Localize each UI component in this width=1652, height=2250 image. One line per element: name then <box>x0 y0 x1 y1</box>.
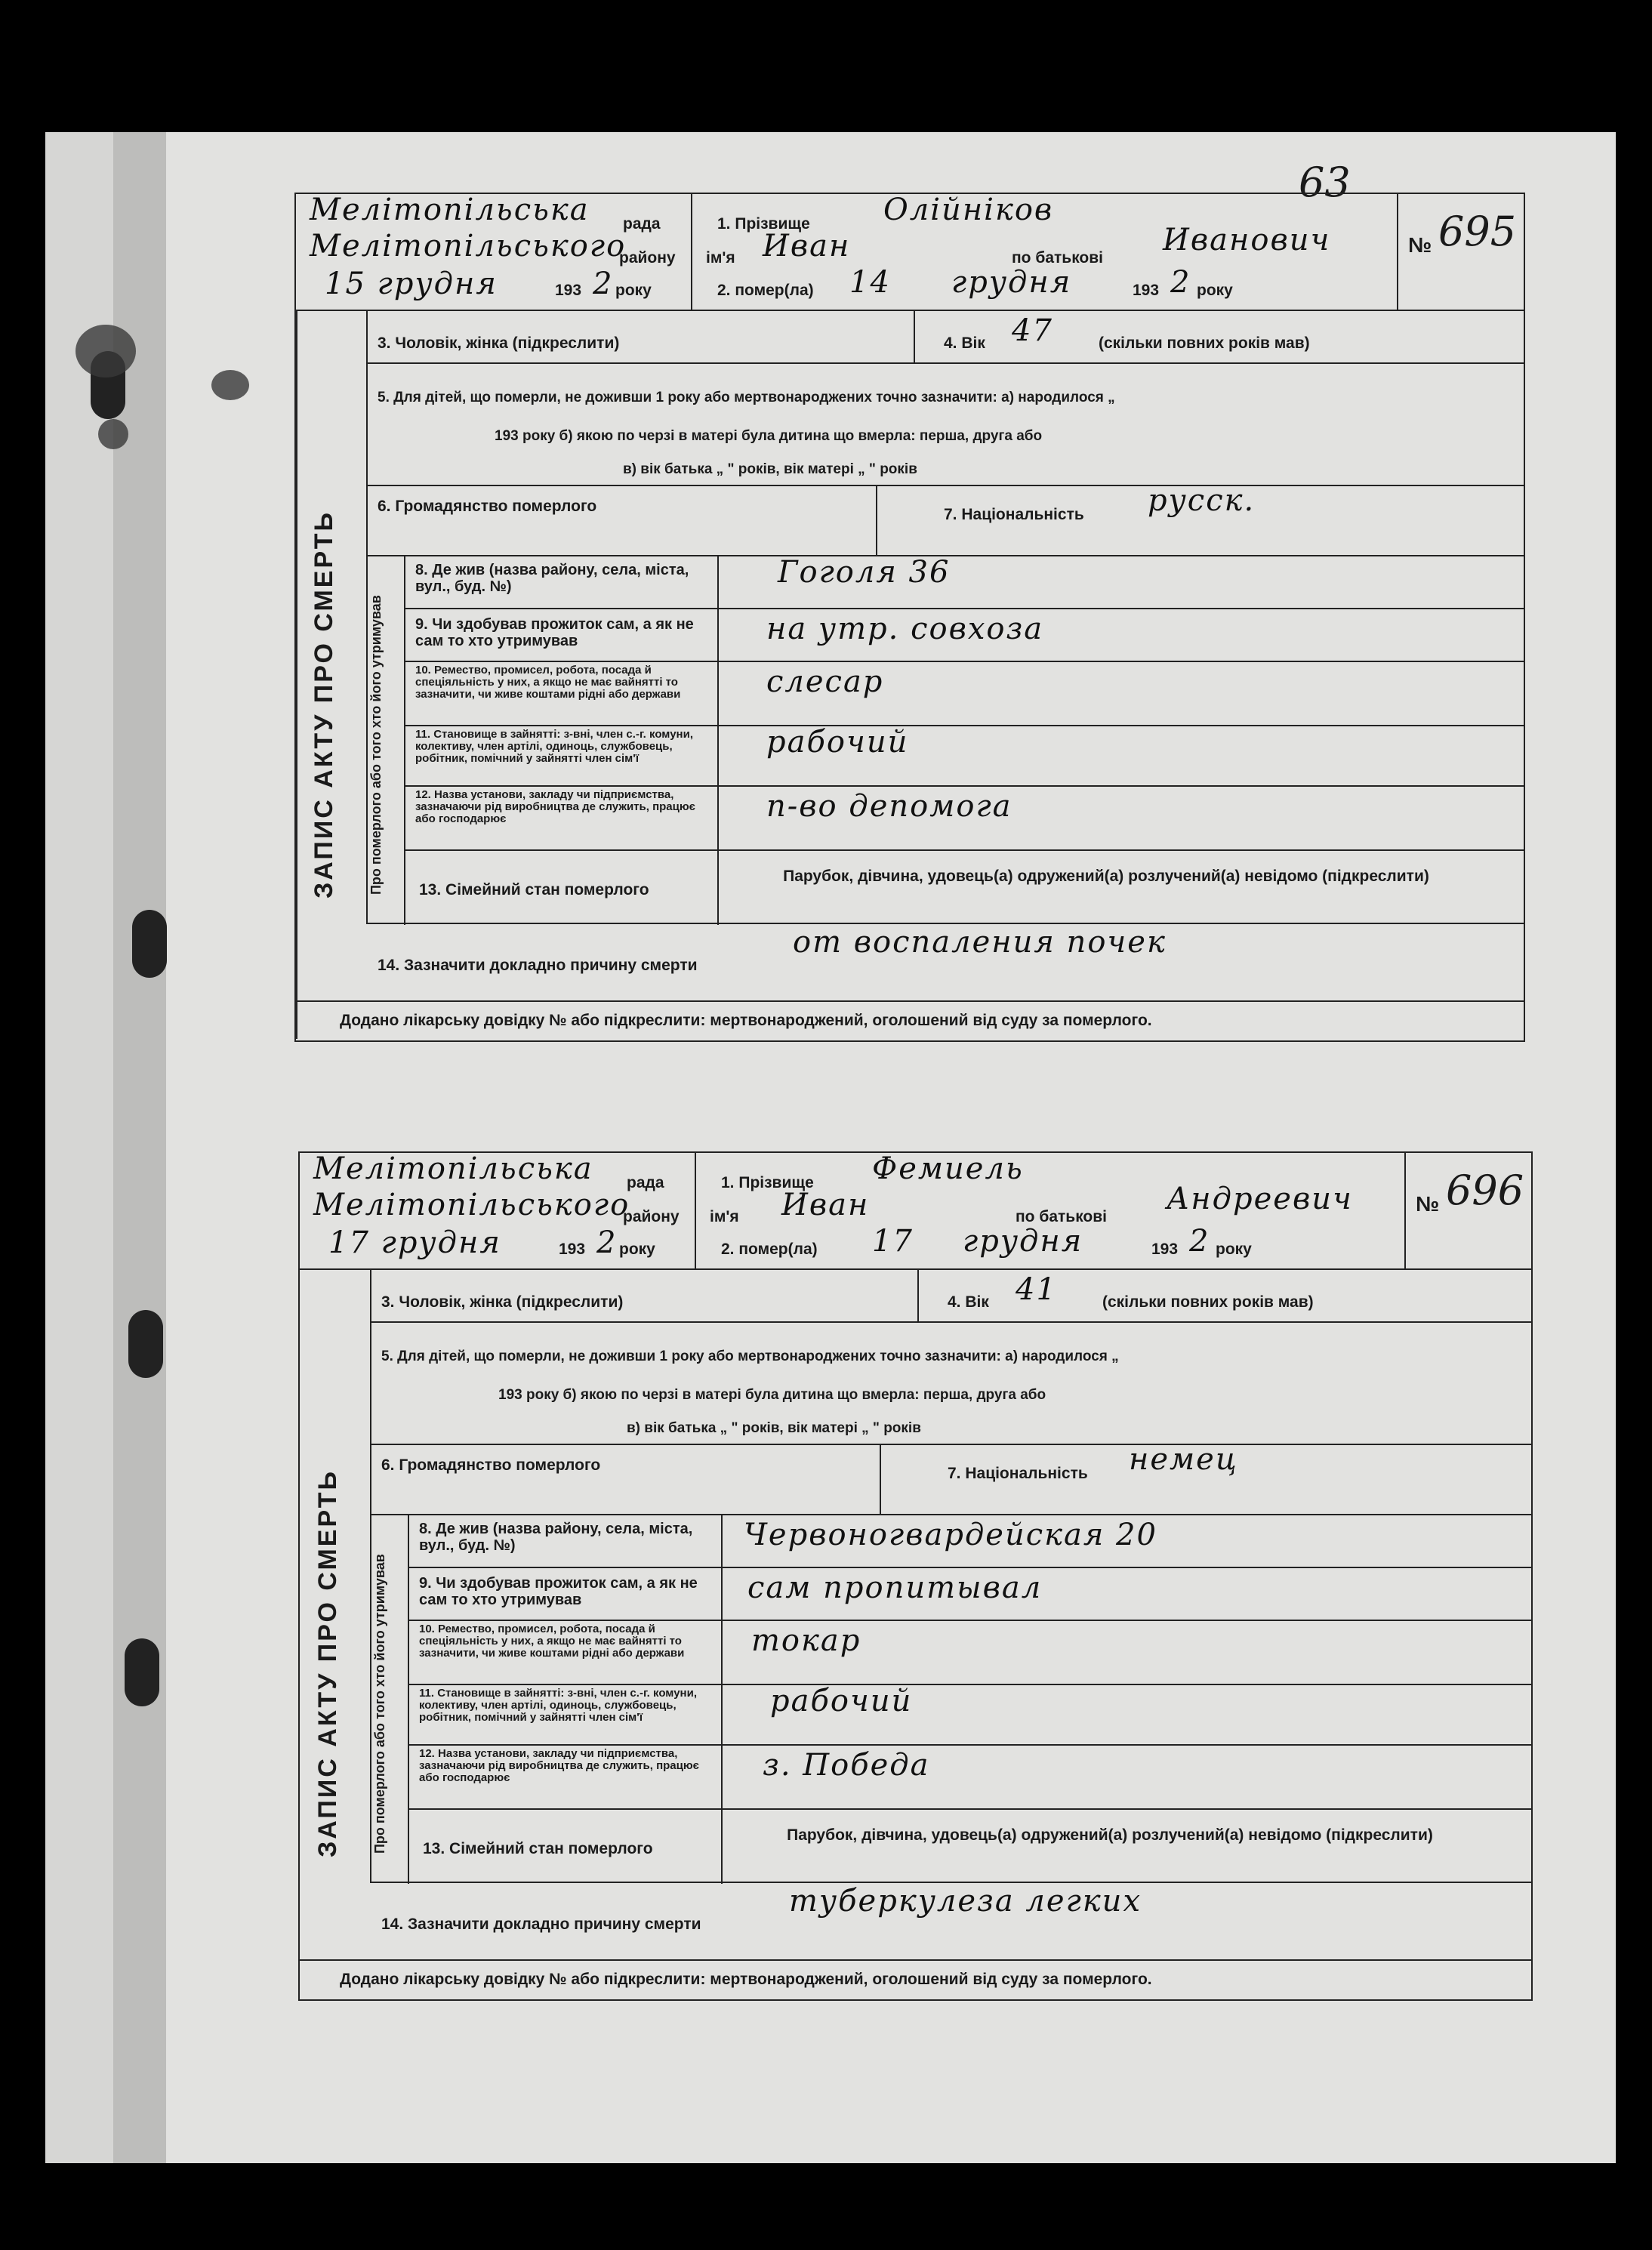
surname-value: Олійніков <box>883 193 1054 227</box>
registration-date: 17 грудня <box>328 1225 501 1260</box>
record-number: 696 <box>1446 1167 1524 1214</box>
surname-label: 1. Прізвище <box>717 215 810 233</box>
rada-label: рада <box>623 215 661 233</box>
residence-value: Гоголя 36 <box>778 555 951 590</box>
death-date-label: 2. помер(ла) <box>717 282 814 299</box>
side-title: ЗАПИС АКТУ ПРО СМЕРТЬ <box>310 510 338 898</box>
death-record-1: Мелітопільська рада Мелітопільського району 15 грудня 193 2 року 1. Прізвище Олійніков ім'я Иван по батькові Иванович 2. помер(ла) 14 грудня 193 2 року № 695 ЗАПИС АКТУ ПРО СМЕРТЬ Про померлого або того хто його утримував 3. Чоловік, жінка (підкреслити) 4. Вік 47 (скільки повних років мав) 5. Для дітей, що померли, не доживши 1 року або мертвонароджених точно зазначити: а) народилося „ 193 року б) якою по черзі в матері була дитина що вмерла: перша, друга або в) вік батька „ " років, вік матері „ " років 6. Громадянство померлого 7. Національність русск. 8. Де жив (назва району, села, міста, вул., буд. №) Гоголя 36 9. Чи здобував прожиток сам, а як не сам то хто утримував на утр. совхоза 10. Ремество, промисел, робота, посада й спеціяльність у них, а якщо не має вайнятті то зазначити, чи живе коштами рідні або держави слесар 11. Становище в зайнятті: з-вні, член с.-г. комуни, колективу, член артілі, одиноць, службовець, робітник, помічний у зайнятті член сім'ї рабочий 12. Назва установи, закладу чи підприємства, зазначаючи рід виробництва де служить, працює або господарює п-во депомога 13. Сімейний стан померлого Парубок, дівчина, удовець(а) одружений(а) розлучений(а) невідомо (підкреслити) 14. Зазначити докладно причину смерти от воспаления почек Додано лікарську довідку № або підкреслити: мертвонароджений, оголошений від суду за померлого. <box>294 193 1525 1042</box>
status-value: рабочий <box>770 1684 913 1718</box>
paper-stain <box>211 370 249 400</box>
workplace-value: з. Победа <box>763 1748 930 1783</box>
occupation-value: токар <box>751 1623 861 1658</box>
status-value: рабочий <box>766 725 909 760</box>
page-number: 63 <box>1299 159 1351 206</box>
death-record-2: Мелітопільська рада Мелітопільського району 17 грудня 193 2 року 1. Прізвище Фемиель ім'я Иван по батькові Андреевич 2. помер(ла) 17 грудня 193 2 року № 696 ЗАПИС АКТУ ПРО СМЕРТЬ Про померлого або того хто його утримував 3. Чоловік, жінка (підкреслити) 4. Вік 41 (скільки повних років мав) 5. Для дітей, що померли, не доживши 1 року або мертвонароджених точно зазначити: а) народилося „ 193 року б) якою по черзі в матері була дитина що вмерла: перша, друга або в) вік батька „ " років, вік матері „ " років 6. Громадянство померлого 7. Національність немец 8. Де жив (назва району, села, міста, вул., буд. №) Червоногвардейская 20 9. Чи здобував прожиток сам, а як не сам то хто утримував сам пропитывал 10. Ремество, промисел, робота, посада й спеціяльність у них, а якщо не має вайнятті то зазначити, чи живе коштами рідні або держави токар 11. Становище в зайнятті: з-вні, член с.-г. комуни, колективу, член артілі, одиноць, службовець, робітник, помічний у зайнятті член сім'ї рабочий 12. Назва установи, закладу чи підприємства, зазначаючи рід виробництва де служить, працює або господарює з. Победа 13. Сімейний стан померлого Парубок, дівчина, удовець(а) одружений(а) розлучений(а) невідомо (підкреслити) 14. Зазначити докладно причину смерти туберкулеза легких Додано лікарську довідку № або підкреслити: мертвонароджений, оголошений від суду за померлого. <box>298 1151 1533 2001</box>
name-value: Иван <box>781 1188 870 1222</box>
paper-stain <box>76 325 136 378</box>
occupation-value: слесар <box>766 664 884 699</box>
side-subtitle: Про померлого або того хто його утримував <box>372 1554 387 1854</box>
binding-hole <box>132 910 167 978</box>
rayon-label: району <box>619 249 676 267</box>
registration-date: 15 грудня <box>325 267 498 301</box>
nationality-value: русск. <box>1148 483 1256 518</box>
support-value: сам пропитывал <box>747 1570 1043 1605</box>
patronymic-label: по батькові <box>1012 249 1103 267</box>
binding-hole <box>125 1638 159 1706</box>
cause-value: от воспаления почек <box>793 925 1167 960</box>
rayon-value: Мелітопільського <box>310 229 627 264</box>
paper-stain <box>98 419 128 449</box>
name-label: ім'я <box>706 249 735 267</box>
binding-hole <box>128 1310 163 1378</box>
cause-value: туберкулеза легких <box>789 1884 1142 1919</box>
rayon-value: Мелітопільського <box>313 1188 630 1222</box>
death-month: грудня <box>951 265 1072 300</box>
death-day: 14 <box>849 265 891 300</box>
age-value: 47 <box>1012 313 1053 348</box>
side-subtitle: Про померлого або того хто його утримував <box>368 595 384 895</box>
name-value: Иван <box>763 229 851 264</box>
record-number: 695 <box>1438 208 1517 255</box>
surname-value: Фемиель <box>872 1151 1024 1186</box>
nationality-value: немец <box>1129 1442 1238 1477</box>
age-value: 41 <box>1016 1272 1057 1307</box>
workplace-value: п-во депомога <box>766 789 1012 824</box>
support-value: на утр. совхоза <box>766 612 1044 646</box>
rada-value: Мелітопільська <box>313 1151 593 1186</box>
patronymic-value: Иванович <box>1163 223 1331 257</box>
death-day: 17 <box>872 1224 914 1259</box>
rada-value: Мелітопільська <box>310 193 590 227</box>
side-title: ЗАПИС АКТУ ПРО СМЕРТЬ <box>313 1469 342 1857</box>
death-month: грудня <box>963 1224 1083 1259</box>
patronymic-value: Андреевич <box>1167 1182 1353 1216</box>
residence-value: Червоногвардейская 20 <box>744 1518 1157 1552</box>
